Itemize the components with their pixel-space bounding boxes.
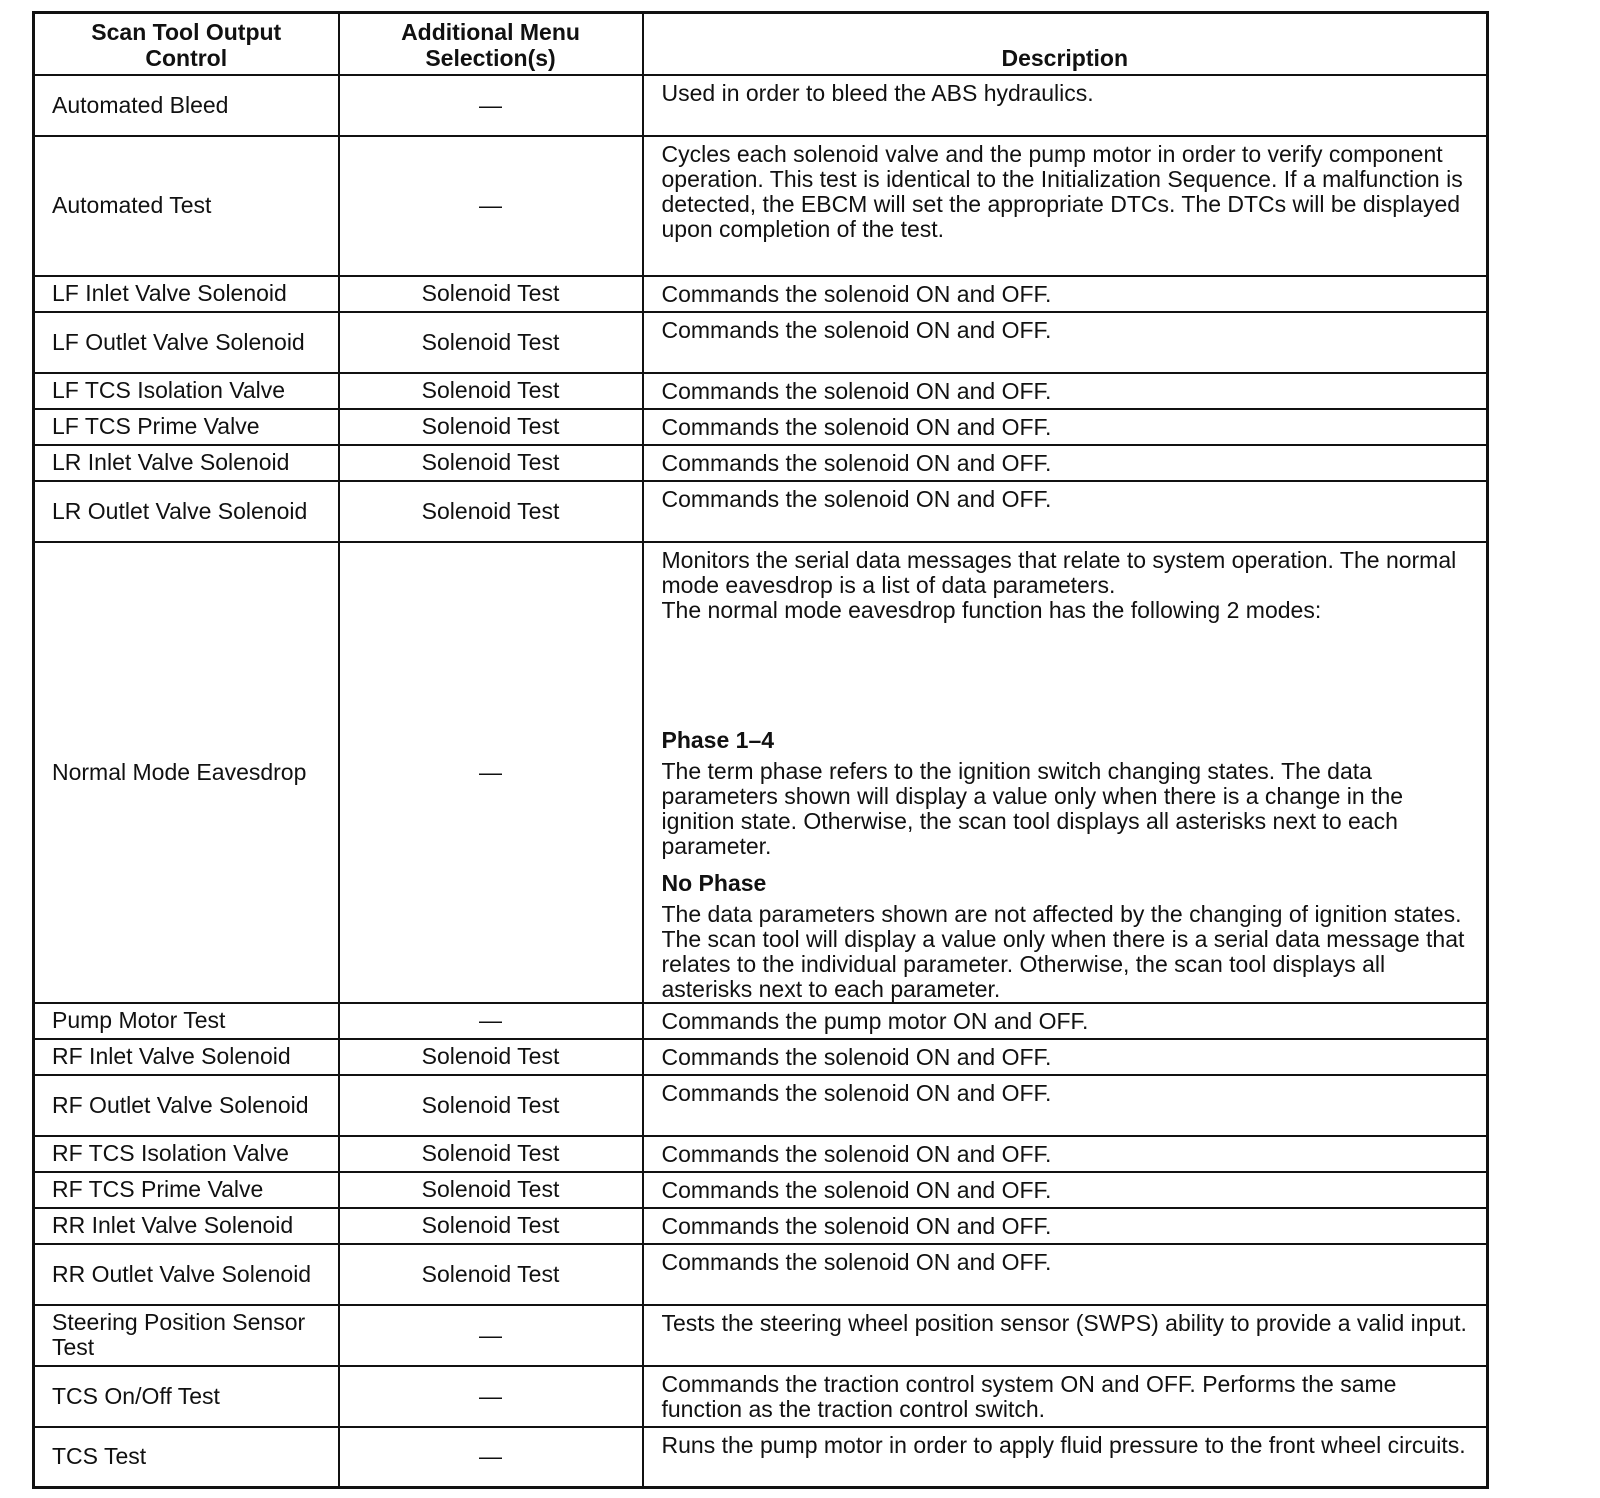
description-cell: Commands the traction control system ON and OFF. Performs the same function as the traction control switch.: [643, 1366, 1488, 1427]
menu-cell: Solenoid Test: [339, 445, 643, 481]
control-cell: Steering Position Sensor Test: [34, 1305, 339, 1366]
header-menu-line-1: Additional Menu: [401, 18, 580, 45]
description-cell: Commands the solenoid ON and OFF.: [643, 373, 1488, 409]
header-menu: [339, 13, 643, 75]
table-row: [34, 1136, 1488, 1172]
header-menu-line-2: Selection(s): [425, 44, 556, 71]
table-header-row: [34, 13, 1488, 75]
menu-cell: Solenoid Test: [339, 409, 643, 445]
description-cell: Cycles each solenoid valve and the pump motor in order to verify component operation. This test is identical to the Initialization Sequence. If a malfunction is detected, the EBCM will set the appropriate DTCs. The DTCs will be displayed upon completion of the test.: [643, 136, 1488, 276]
menu-cell: —: [339, 1003, 643, 1039]
table-row: [34, 409, 1488, 445]
no-phase-heading: No Phase: [661, 869, 767, 896]
phase-text: The term phase refers to the ignition switch changing states. The data parameters shown will display a value only when there is a change in the ignition state. Otherwise, the scan tool displays all asterisks next to each parameter.: [661, 757, 1404, 859]
control-cell: LR Outlet Valve Solenoid: [34, 481, 339, 542]
control-cell: RF Outlet Valve Solenoid: [34, 1075, 339, 1136]
description-cell: Commands the solenoid ON and OFF.: [643, 276, 1488, 312]
menu-cell: Solenoid Test: [339, 1172, 643, 1208]
menu-cell: —: [339, 1427, 643, 1488]
table-row: [34, 542, 1488, 1003]
control-cell: Normal Mode Eavesdrop: [34, 542, 339, 1003]
description-cell: Commands the solenoid ON and OFF.: [643, 481, 1488, 542]
menu-cell: —: [339, 136, 643, 276]
menu-cell: Solenoid Test: [339, 1075, 643, 1136]
menu-cell: Solenoid Test: [339, 1208, 643, 1244]
menu-cell: Solenoid Test: [339, 276, 643, 312]
menu-cell: —: [339, 1366, 643, 1427]
control-cell: Automated Bleed: [34, 75, 339, 136]
eavesdrop-intro: Monitors the serial data messages that relate to system operation. The normal mode eavesdrop is a list of data parameters.: [661, 546, 1457, 598]
control-cell: RF TCS Prime Valve: [34, 1172, 339, 1208]
description-cell: Commands the solenoid ON and OFF.: [643, 1136, 1488, 1172]
control-cell: RF Inlet Valve Solenoid: [34, 1039, 339, 1075]
description-cell: Commands the pump motor ON and OFF.: [643, 1003, 1488, 1039]
table-row: [34, 1305, 1488, 1366]
menu-cell: —: [339, 542, 643, 1003]
scan-tool-output-control-table: [32, 11, 1489, 1489]
description-cell: Used in order to bleed the ABS hydraulics.: [643, 75, 1488, 136]
menu-cell: Solenoid Test: [339, 1136, 643, 1172]
menu-cell: Solenoid Test: [339, 312, 643, 373]
description-cell: Commands the solenoid ON and OFF.: [643, 1244, 1488, 1305]
description-cell: Commands the solenoid ON and OFF.: [643, 1075, 1488, 1136]
control-cell: LR Inlet Valve Solenoid: [34, 445, 339, 481]
control-cell: LF Inlet Valve Solenoid: [34, 276, 339, 312]
menu-cell: Solenoid Test: [339, 1244, 643, 1305]
table-row: [34, 312, 1488, 373]
table-row: [34, 1075, 1488, 1136]
table-row: [34, 1039, 1488, 1075]
description-cell: Commands the solenoid ON and OFF.: [643, 1039, 1488, 1075]
control-cell: RF TCS Isolation Valve: [34, 1136, 339, 1172]
table-row: [34, 1366, 1488, 1427]
control-cell: RR Inlet Valve Solenoid: [34, 1208, 339, 1244]
control-cell: TCS On/Off Test: [34, 1366, 339, 1427]
menu-cell: Solenoid Test: [339, 481, 643, 542]
table-row: [34, 445, 1488, 481]
table-row: [34, 1208, 1488, 1244]
spacer: [662, 623, 1477, 716]
no-phase-text: The data parameters shown are not affected by the changing of ignition states. The scan tool will display a value only when there is a serial data message that relates to the individual parameter. Otherwise, the scan tool displays all asterisks next to each parameter.: [661, 900, 1465, 1002]
description-cell: Commands the solenoid ON and OFF.: [643, 409, 1488, 445]
table-row: [34, 1244, 1488, 1305]
control-cell: Automated Test: [34, 136, 339, 276]
description-cell: Runs the pump motor in order to apply fluid pressure to the front wheel circuits.: [643, 1427, 1488, 1488]
description-cell: [643, 542, 1488, 1003]
description-cell: Tests the steering wheel position sensor (SWPS) ability to provide a valid input.: [643, 1305, 1488, 1366]
control-cell: Pump Motor Test: [34, 1003, 339, 1039]
control-cell: RR Outlet Valve Solenoid: [34, 1244, 339, 1305]
table-row: [34, 1172, 1488, 1208]
menu-cell: —: [339, 1305, 643, 1366]
table-row: [34, 373, 1488, 409]
eavesdrop-intro-modes: The normal mode eavesdrop function has the following 2 modes:: [661, 596, 1322, 623]
table-row: [34, 136, 1488, 276]
menu-cell: Solenoid Test: [339, 1039, 643, 1075]
table-row: [34, 276, 1488, 312]
description-cell: Commands the solenoid ON and OFF.: [643, 1208, 1488, 1244]
phase-heading: Phase 1–4: [661, 726, 775, 753]
menu-cell: —: [339, 75, 643, 136]
header-control-line-1: Scan Tool Output: [91, 18, 282, 45]
header-control-line-2: Control: [145, 44, 228, 71]
table-row: [34, 1427, 1488, 1488]
table-row: [34, 1003, 1488, 1039]
description-cell: Commands the solenoid ON and OFF.: [643, 1172, 1488, 1208]
control-cell: LF Outlet Valve Solenoid: [34, 312, 339, 373]
table-row: [34, 481, 1488, 542]
table-row: [34, 75, 1488, 136]
control-cell: LF TCS Prime Valve: [34, 409, 339, 445]
header-description: Description: [643, 13, 1488, 75]
description-cell: Commands the solenoid ON and OFF.: [643, 445, 1488, 481]
control-cell: TCS Test: [34, 1427, 339, 1488]
menu-cell: Solenoid Test: [339, 373, 643, 409]
description-cell: Commands the solenoid ON and OFF.: [643, 312, 1488, 373]
control-cell: LF TCS Isolation Valve: [34, 373, 339, 409]
header-control: [34, 13, 339, 75]
